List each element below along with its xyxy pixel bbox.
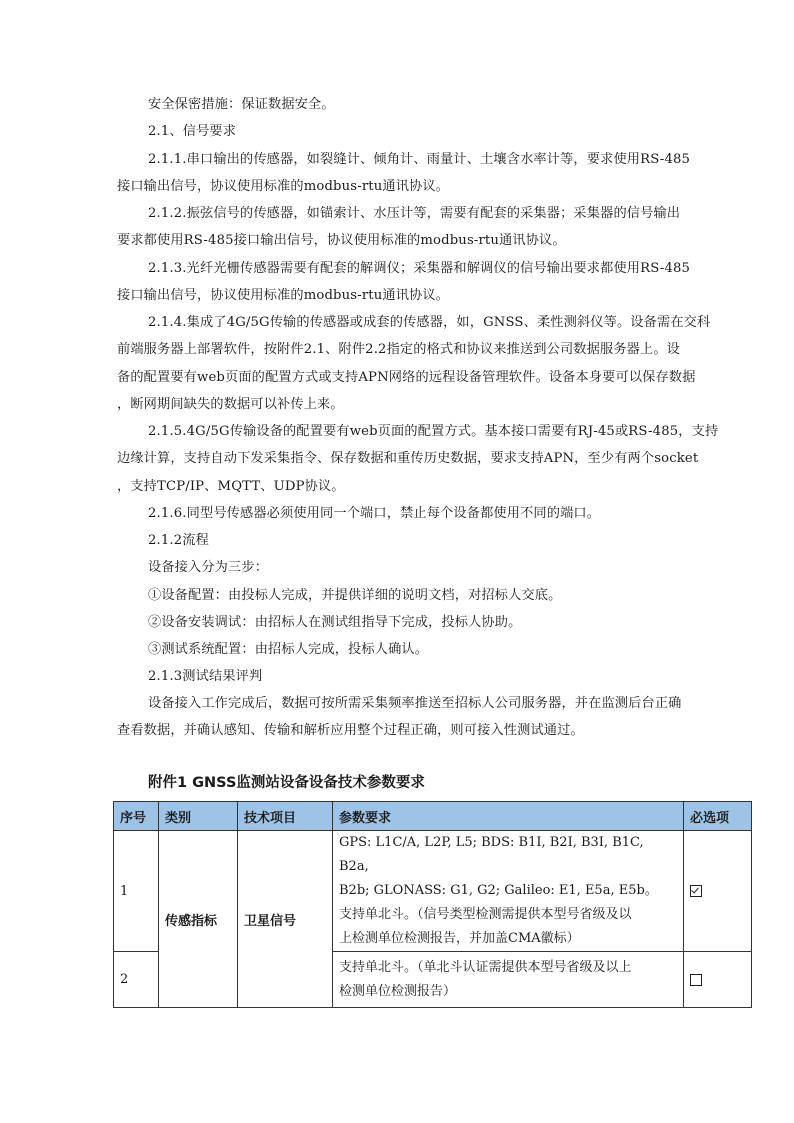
spec-table (113, 801, 752, 1008)
paragraph-line: 查看数据，并确认感知、传输和解析应用整个过程正确，则可接入性测试通过。 (117, 723, 584, 738)
header-param: 参数要求 (333, 802, 684, 831)
paragraph-line: ，支持TCP/IP、MQTT、UDP协议。 (117, 479, 345, 494)
param-line: 上检测单位检测报告，并加盖CMA徽标） (339, 931, 580, 946)
paragraph-line: ②设备安装调试：由招标人在测试组指导下完成，投标人协助。 (148, 615, 522, 630)
paragraph-line: 要求都使用RS-485接口输出信号，协议使用标准的modbus-rtu通讯协议。 (117, 233, 566, 248)
paragraph-line: ③测试系统配置：由招标人完成，投标人确认。 (148, 642, 429, 657)
row-number: 2 (114, 952, 159, 1008)
required-cell (684, 952, 752, 1008)
paragraph-line: 设备接入分为三步： (148, 560, 269, 575)
row-number: 1 (114, 831, 159, 952)
param-line: B2b; GLONASS: G1, G2; Galileo: E1, E5a, E5b。 (339, 883, 658, 898)
param-line: 支持单北斗。（单北斗认证需提供本型号省级及以上 (339, 959, 632, 975)
param-line: GPS: L1C/A, L2P, L5; BDS: B1I, B2I, B3I, B1C, B2a, (339, 835, 644, 874)
paragraph-line: 前端服务器上部署软件，按附件2.1、附件2.2指定的格式和协议来推送到公司数据服务器上。设 (117, 342, 681, 357)
table-row (114, 831, 752, 952)
category-cell: 传感指标 (159, 831, 238, 1008)
required-cell (684, 831, 752, 952)
paragraph-line: 边缘计算，支持自动下发采集指令、保存数据和重传历史数据，要求支持APN，至少有两个socket (117, 451, 699, 466)
header-required: 必选项 (684, 802, 752, 831)
header-no: 序号 (114, 802, 159, 831)
paragraph-line: 接口输出信号，协议使用标准的modbus-rtu通讯协议。 (117, 288, 450, 303)
paragraph-line: 备的配置要有web页面的配置方式或支持APN网络的远程设备管理软件。设备本身要可以保存数据 (117, 370, 696, 385)
param-cell (333, 952, 684, 1008)
paragraph-line: 接口输出信号，协议使用标准的modbus-rtu通讯协议。 (117, 179, 450, 194)
paragraph-line: 2.1.4.集成了4G/5G传输的传感器或成套的传感器，如，GNSS、柔性测斜仪等。设备需在交科 (148, 315, 711, 330)
section-heading: 2.1.2流程 (148, 533, 209, 548)
checked-checkbox-icon (690, 885, 702, 897)
table-header-row (114, 802, 752, 831)
paragraph-line: 2.1.6.同型号传感器必须使用同一个端口，禁止每个设备都使用不同的端口。 (148, 506, 601, 521)
paragraph-line: 2.1.1.串口输出的传感器，如裂缝计、倾角计、雨量计、土壤含水率计等，要求使用RS-485 (148, 152, 691, 167)
section-heading: 2.1、信号要求 (148, 124, 237, 139)
header-category: 类别 (159, 802, 238, 831)
param-cell (333, 831, 684, 952)
paragraph-line: ，断网期间缺失的数据可以补传上来。 (117, 397, 344, 412)
paragraph-line: 安全保密措施：保证数据安全。 (148, 97, 335, 112)
paragraph-line: 2.1.5.4G/5G传输设备的配置要有web页面的配置方式。基本接口需要有RJ-45或RS-485，支持 (148, 424, 719, 439)
paragraph-line: ①设备配置：由投标人完成，并提供详细的说明文档，对招标人交底。 (148, 588, 562, 603)
header-item: 技术项目 (238, 802, 333, 831)
paragraph-line: 设备接入工作完成后，数据可按所需采集频率推送至招标人公司服务器，并在监测后台正确 (148, 696, 682, 711)
empty-checkbox-icon (690, 974, 702, 986)
paragraph-line: 2.1.3.光纤光栅传感器需要有配套的解调仪；采集器和解调仪的信号输出要求都使用RS-485 (148, 261, 691, 276)
item-cell: 卫星信号 (238, 831, 333, 1008)
paragraph-line: 2.1.2.振弦信号的传感器，如锚索计、水压计等，需要有配套的采集器；采集器的信号输出 (148, 206, 681, 221)
param-line: 检测单位检测报告） (339, 983, 457, 999)
appendix-title: 附件1 GNSS监测站设备设备技术参数要求 (148, 775, 425, 791)
section-heading: 2.1.3测试结果评判 (148, 669, 263, 684)
param-line: 支持单北斗。（信号类型检测需提供本型号省级及以 (339, 907, 632, 922)
